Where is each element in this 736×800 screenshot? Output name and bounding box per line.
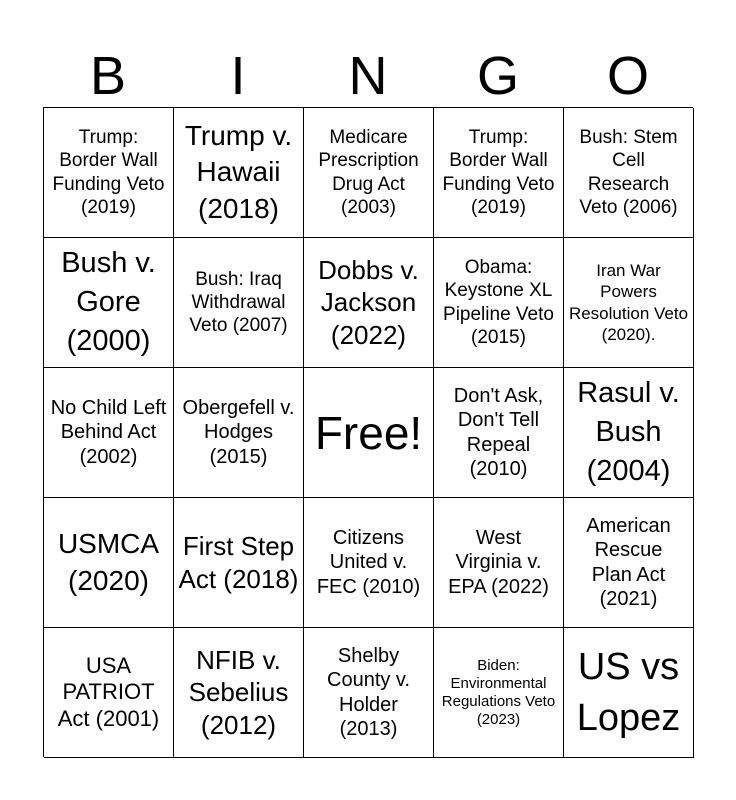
- cell-text: Biden: Environmental Regulations Veto (2023): [441, 656, 556, 728]
- cell-text: Trump: Border Wall Funding Veto (2019): [52, 127, 165, 218]
- bingo-cell-r3c1[interactable]: [44, 368, 174, 498]
- header-letter-n: N: [348, 46, 388, 106]
- cell-text: Iran War Powers Resolution Veto (2020).: [568, 261, 689, 344]
- bingo-cell-r2c2[interactable]: [174, 238, 304, 368]
- cell-text: Trump v. Hawaii (2018): [184, 119, 293, 224]
- bingo-cell-r3c2[interactable]: [174, 368, 304, 498]
- bingo-cell-r1c5[interactable]: [564, 108, 694, 238]
- cell-text: Bush: Iraq Withdrawal Veto (2007): [189, 268, 288, 337]
- bingo-cell-r5c4[interactable]: [434, 628, 564, 758]
- cell-text: USA PATRIOT Act (2001): [57, 652, 160, 731]
- header-letter-o: O: [606, 46, 649, 106]
- bingo-cell-r1c4[interactable]: [434, 108, 564, 238]
- bingo-cell-r1c2[interactable]: [174, 108, 304, 238]
- cell-text: Obama: Keystone XL Pipeline Veto (2015): [443, 257, 554, 348]
- cell-text: US vs Lopez: [576, 646, 681, 739]
- bingo-cell-r3c4[interactable]: [434, 368, 564, 498]
- bingo-cell-r5c1[interactable]: [44, 628, 174, 758]
- header-letter-b: B: [89, 46, 127, 106]
- cell-text: Citizens United v. FEC (2010): [316, 526, 421, 598]
- bingo-cell-r5c5[interactable]: [564, 628, 694, 758]
- cell-text: Rasul v. Bush (2004): [577, 376, 680, 488]
- header-letter-g: G: [476, 46, 519, 106]
- bingo-cell-r4c5[interactable]: [564, 498, 694, 628]
- cell-text: Obergefell v. Hodges (2015): [182, 396, 295, 468]
- bingo-board: [43, 107, 693, 757]
- bingo-cell-r4c3[interactable]: [304, 498, 434, 628]
- cell-text: Bush: Stem Cell Research Veto (2006): [579, 127, 678, 218]
- bingo-cell-r5c3[interactable]: [304, 628, 434, 758]
- bingo-cell-r1c3[interactable]: [304, 108, 434, 238]
- cell-text: USMCA (2020): [57, 528, 160, 596]
- cell-text: Dobbs v. Jackson (2022): [318, 254, 419, 350]
- cell-text: NFIB v. Sebelius (2012): [188, 644, 289, 740]
- bingo-cell-r4c2[interactable]: [174, 498, 304, 628]
- cell-text: Trump: Border Wall Funding Veto (2019): [442, 127, 555, 218]
- cell-text: Bush v. Gore (2000): [61, 246, 156, 358]
- cell-text: Medicare Prescription Drug Act (2003): [318, 127, 419, 218]
- cell-text: Free!: [314, 406, 423, 459]
- cell-text: No Child Left Behind Act (2002): [50, 396, 167, 468]
- bingo-cell-r4c1[interactable]: [44, 498, 174, 628]
- bingo-cell-r1c1[interactable]: [44, 108, 174, 238]
- bingo-cell-r2c3[interactable]: [304, 238, 434, 368]
- header-letter-i: I: [230, 46, 246, 106]
- bingo-cell-r4c4[interactable]: [434, 498, 564, 628]
- bingo-cell-r5c2[interactable]: [174, 628, 304, 758]
- bingo-cell-r3c5[interactable]: [564, 368, 694, 498]
- cell-text: Shelby County v. Holder (2013): [327, 644, 410, 740]
- bingo-cell-r2c1[interactable]: [44, 238, 174, 368]
- bingo-cell-free[interactable]: [304, 368, 434, 498]
- bingo-header: [43, 44, 693, 108]
- bingo-cell-r2c5[interactable]: [564, 238, 694, 368]
- bingo-cell-r2c4[interactable]: [434, 238, 564, 368]
- cell-text: First Step Act (2018): [178, 531, 299, 594]
- cell-text: Don't Ask, Don't Tell Repeal (2010): [453, 384, 544, 480]
- cell-text: West Virginia v. EPA (2022): [448, 526, 549, 598]
- cell-text: American Rescue Plan Act (2021): [586, 514, 671, 610]
